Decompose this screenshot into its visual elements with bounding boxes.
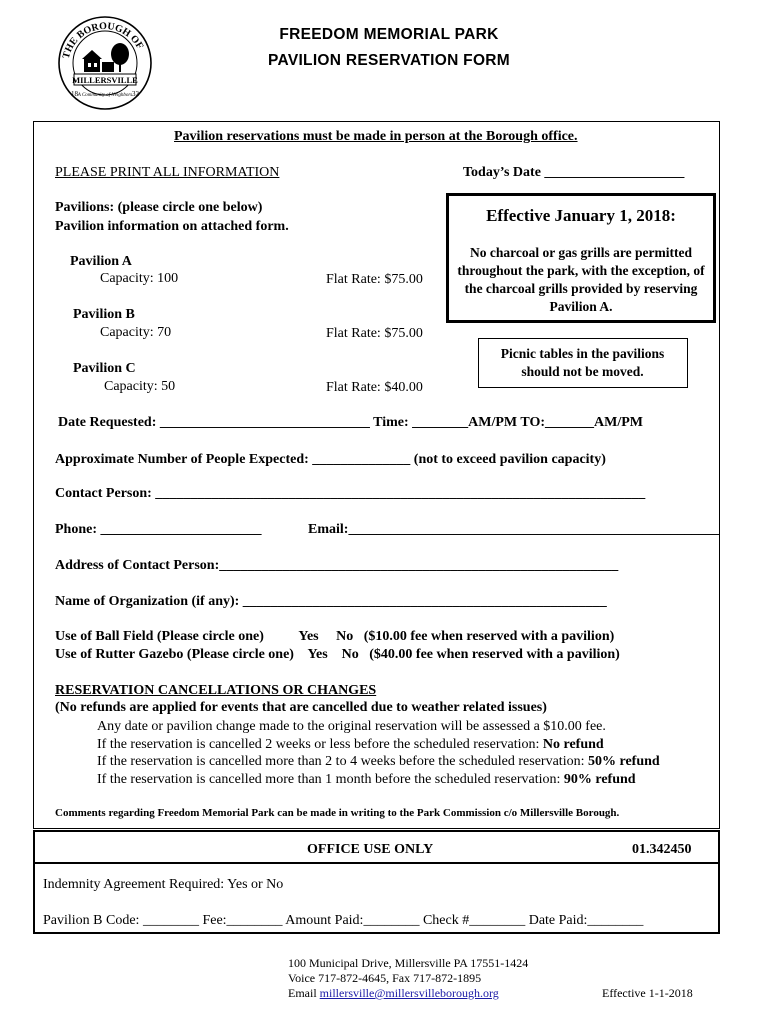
footer-email-label: Email bbox=[288, 986, 320, 1000]
cancellation-rule-2-4-weeks-refund: 50% refund bbox=[587, 754, 660, 769]
cancellation-rule-1-month-text: If the reservation is cancelled more than 1 month before the scheduled reservation: bbox=[97, 772, 564, 787]
pavilions-info-note: Pavilion information on attached form. bbox=[55, 219, 289, 234]
footer-phone-fax: Voice 717-872-4645, Fax 717-872-1895 bbox=[288, 971, 482, 985]
cancellation-change-fee: Any date or pavilion change made to the original reservation will be assessed a $10.00 fee. bbox=[97, 719, 606, 734]
cancellation-weather-note: (No refunds are applied for events that are cancelled due to weather related issues) bbox=[55, 700, 547, 715]
seal-year-right: 32 bbox=[132, 90, 139, 98]
email-field[interactable]: Email:_____________________________________________________ bbox=[308, 522, 720, 537]
cancellation-rule-2-4-weeks-text: If the reservation is cancelled more than 2 to 4 weeks before the scheduled reservation: bbox=[97, 754, 588, 769]
office-use-divider bbox=[35, 862, 718, 864]
contact-address-field[interactable]: Address of Contact Person:_________________________________________________________ bbox=[55, 558, 619, 573]
date-time-requested-field[interactable]: Date Requested: ______________________________ Time: ________AM/PM TO:_______AM/PM bbox=[58, 415, 643, 430]
page-title-line-1: FREEDOM MEMORIAL PARK bbox=[279, 26, 499, 43]
pavilion-b-capacity: Capacity: 70 bbox=[100, 325, 172, 340]
effective-notice-box bbox=[446, 193, 716, 323]
cancellation-rule-1-month bbox=[97, 772, 636, 788]
cancellation-rule-2-4-weeks bbox=[97, 754, 660, 770]
pavilion-b-rate: Flat Rate: $75.00 bbox=[326, 326, 423, 341]
pavilions-instructions: Pavilions: (please circle one below) bbox=[55, 200, 263, 215]
phone-field[interactable]: Phone: _______________________ bbox=[55, 522, 262, 537]
print-all-info-heading: PLEASE PRINT ALL INFORMATION bbox=[55, 165, 280, 180]
comments-note: Comments regarding Freedom Memorial Park can be made in writing to the Park Commission c/o Millersville Borough. bbox=[55, 807, 620, 819]
cancellation-rule-2-weeks-refund: No refund bbox=[542, 737, 604, 752]
footer-effective-date: Effective 1-1-2018 bbox=[602, 986, 693, 1000]
todays-date-field[interactable]: Today’s Date ____________________ bbox=[463, 165, 685, 180]
pavilion-c-capacity: Capacity: 50 bbox=[104, 379, 176, 394]
cancellation-rule-1-month-refund: 90% refund bbox=[563, 772, 636, 787]
organization-field[interactable]: Name of Organization (if any): ____________________________________________________ bbox=[55, 594, 607, 609]
pavilion-c-rate: Flat Rate: $40.00 bbox=[326, 380, 423, 395]
svg-text:THE BOROUGH OF: THE BOROUGH OF bbox=[60, 20, 146, 60]
gazebo-option[interactable]: Use of Rutter Gazebo (Please circle one) Yes No ($40.00 fee when reserved with a pavilion) bbox=[55, 647, 620, 662]
pavilion-c-name[interactable]: Pavilion C bbox=[73, 361, 136, 376]
picnic-tables-text: Picnic tables in the pavilions should not be moved. bbox=[500, 346, 665, 379]
cancellation-heading: RESERVATION CANCELLATIONS OR CHANGES bbox=[55, 683, 377, 698]
office-use-heading: OFFICE USE ONLY bbox=[307, 842, 434, 857]
pavilion-a-name[interactable]: Pavilion A bbox=[70, 254, 132, 269]
effective-date-heading: Effective January 1, 2018: bbox=[486, 206, 676, 225]
ball-field-option[interactable]: Use of Ball Field (Please circle one) Yes No ($10.00 fee when reserved with a pavilion) bbox=[55, 629, 615, 644]
cancellation-rule-2-weeks-text: If the reservation is cancelled 2 weeks or less before the scheduled reservation: bbox=[97, 737, 543, 752]
indemnity-agreement-field[interactable]: Indemnity Agreement Required: Yes or No bbox=[43, 877, 284, 892]
pavilion-b-name[interactable]: Pavilion B bbox=[73, 307, 135, 322]
picnic-tables-notice-box bbox=[478, 338, 688, 388]
footer-email-link[interactable]: millersville@millersvilleborough.org bbox=[319, 986, 499, 1000]
seal-year-left: 18 bbox=[71, 90, 78, 98]
people-expected-field[interactable]: Approximate Number of People Expected: ______________ (not to exceed pavilion capacity) bbox=[55, 452, 606, 467]
contact-person-field[interactable]: Contact Person: ______________________________________________________________________ bbox=[55, 486, 646, 501]
footer-email bbox=[288, 986, 499, 1001]
pavilion-a-capacity: Capacity: 100 bbox=[100, 271, 179, 286]
grill-policy-text: No charcoal or gas grills are permitted throughout the park, with the exception, of the charcoal grills provided by reserving Pavilion A. bbox=[457, 245, 705, 314]
cancellation-rule-2-weeks bbox=[97, 737, 604, 753]
page-title-line-2: PAVILION RESERVATION FORM bbox=[267, 52, 511, 69]
seal-town-name: MILLERSVILLE bbox=[72, 75, 138, 85]
pavilion-a-rate: Flat Rate: $75.00 bbox=[326, 272, 423, 287]
in-person-notice: Pavilion reservations must be made in person at the Borough office. bbox=[174, 129, 578, 144]
account-code: 01.342450 bbox=[632, 842, 692, 857]
seal-motto: A Community of Neighbors bbox=[77, 93, 133, 98]
payment-details-field[interactable]: Pavilion B Code: ________ Fee:________ Amount Paid:________ Check #________ Date Paid:________ bbox=[43, 913, 644, 928]
footer-address: 100 Municipal Drive, Millersville PA 17551-1424 bbox=[288, 956, 529, 970]
